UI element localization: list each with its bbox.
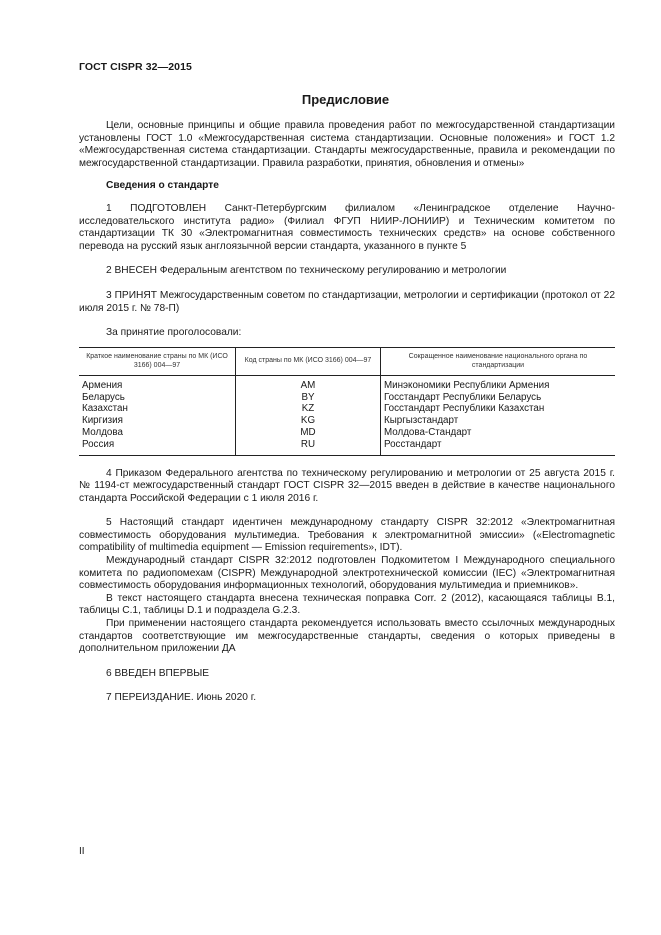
item-1: 1 ПОДГОТОВЛЕН Санкт-Петербургским филиалом «Ленинградское отделение Научно-исследовательского института радио» (Филиал ФГУП НИИР-ЛОНИИР) и Техническим комитетом по стандартизации ТК 30 «Электромагнитная совместимость технических средств» на основе собственного перевода на русский язык англоязычной версии стандарта, указанного в пункте 5 xyxy=(79,202,615,252)
foreword-body xyxy=(79,120,615,705)
code-cell: RU xyxy=(236,439,381,455)
code-cell: KZ xyxy=(236,403,381,415)
item-5: 5 Настоящий стандарт идентичен международному стандарту CISPR 32:2012 «Электромагнитная совместимость оборудования мультимедиа. Требования к электромагнитной эмиссии» («Electromagnetic compatibility of multimedia equipment — Emission requirements», IDT). xyxy=(79,517,615,554)
body-cell: Росстандарт xyxy=(381,439,616,455)
item-2: 2 ВНЕСЕН Федеральным агентством по техническому регулированию и метрологии xyxy=(106,265,507,277)
item-6: 6 ВВЕДЕН ВПЕРВЫЕ xyxy=(106,667,210,679)
table-row xyxy=(79,415,615,427)
table-row xyxy=(79,375,615,391)
table-row xyxy=(79,392,615,404)
column-header-code: Код страны по МК (ИСО 3166) 004—97 xyxy=(236,347,381,375)
code-cell: BY xyxy=(236,392,381,404)
section-heading: Сведения о стандарте xyxy=(106,180,219,192)
table-row xyxy=(79,427,615,439)
country-cell: Армения xyxy=(82,379,123,391)
standard-code: ГОСТ CISPR 32—2015 xyxy=(79,61,192,73)
table-row xyxy=(79,439,615,455)
page-title: Предисловие xyxy=(301,92,390,107)
body-cell: Госстандарт Республики Казахстан xyxy=(381,403,616,415)
body-cell: Госстандарт Республики Беларусь xyxy=(381,392,616,404)
body-cell: Минэкономики Республики Армения xyxy=(381,375,616,391)
code-cell: AM xyxy=(236,375,381,391)
item-4: 4 Приказом Федерального агентства по техническому регулированию и метрологии от 25 августа 2015 г. № 1194-ст межгосударственный стандарт ГОСТ CISPR 32—2015 введен в действие в качестве национального стандарта Российской Федерации с 1 июля 2016 г. xyxy=(79,467,615,504)
item-3: 3 ПРИНЯТ Межгосударственным советом по стандартизации, метрологии и сертификации (протокол от 22 июля 2015 г. № 78-П) xyxy=(79,289,615,314)
voting-table xyxy=(79,347,615,456)
country-cell: Казахстан xyxy=(82,403,128,415)
body-cell: Молдова-Стандарт xyxy=(381,427,616,439)
item-5-paragraph-4: При применении настоящего стандарта рекомендуется использовать вместо ссылочных международных стандартов соответствующие им межгосударственные стандарты, сведения о которых приведены в дополнительном приложении ДА xyxy=(79,618,615,655)
voted-label: За принятие проголосовали: xyxy=(106,327,242,339)
body-cell: Кыргызстандарт xyxy=(381,415,616,427)
country-cell: Беларусь xyxy=(82,391,125,403)
column-header-body: Сокращенное наименование национального органа по стандартизации xyxy=(381,347,616,375)
table-header-row xyxy=(79,347,615,375)
country-cell: Киргизия xyxy=(82,415,123,427)
column-header-country: Краткое наименование страны по МК (ИСО 3166) 004—97 xyxy=(79,347,236,375)
item-7: 7 ПЕРЕИЗДАНИЕ. Июнь 2020 г. xyxy=(106,692,257,704)
item-5-paragraph-3: В текст настоящего стандарта внесена техническая поправка Corr. 2 (2012), касающаяся таблицы В.1, таблицы С.1, таблицы D.1 и подраздела G.2.3. xyxy=(79,592,615,617)
intro-paragraph: Цели, основные принципы и общие правила проведения работ по межгосударственной стандартизации установлены ГОСТ 1.0 «Межгосударственная система стандартизации. Основные положения» и ГОСТ 1.2 «Межгосударственная система стандартизации. Стандарты межгосударственные, правила и рекомендации по межгосударственной стандартизации. Правила разработки, принятия, обновления и отмены» xyxy=(79,120,615,169)
country-cell: Россия xyxy=(79,439,236,455)
code-cell: KG xyxy=(236,415,381,427)
table-row xyxy=(79,403,615,415)
code-cell: MD xyxy=(236,427,381,439)
country-cell: Молдова xyxy=(82,426,123,438)
item-5-paragraph-2: Международный стандарт CISPR 32:2012 подготовлен Подкомитетом I Международного специального комитета по радиопомехам (CISPR) Международной электротехнической комиссии (IEC) «Электромагнитная совместимость оборудования информационных технологий, оборудования мультимедиа и приемников». xyxy=(79,555,615,592)
page-number: II xyxy=(79,846,85,857)
